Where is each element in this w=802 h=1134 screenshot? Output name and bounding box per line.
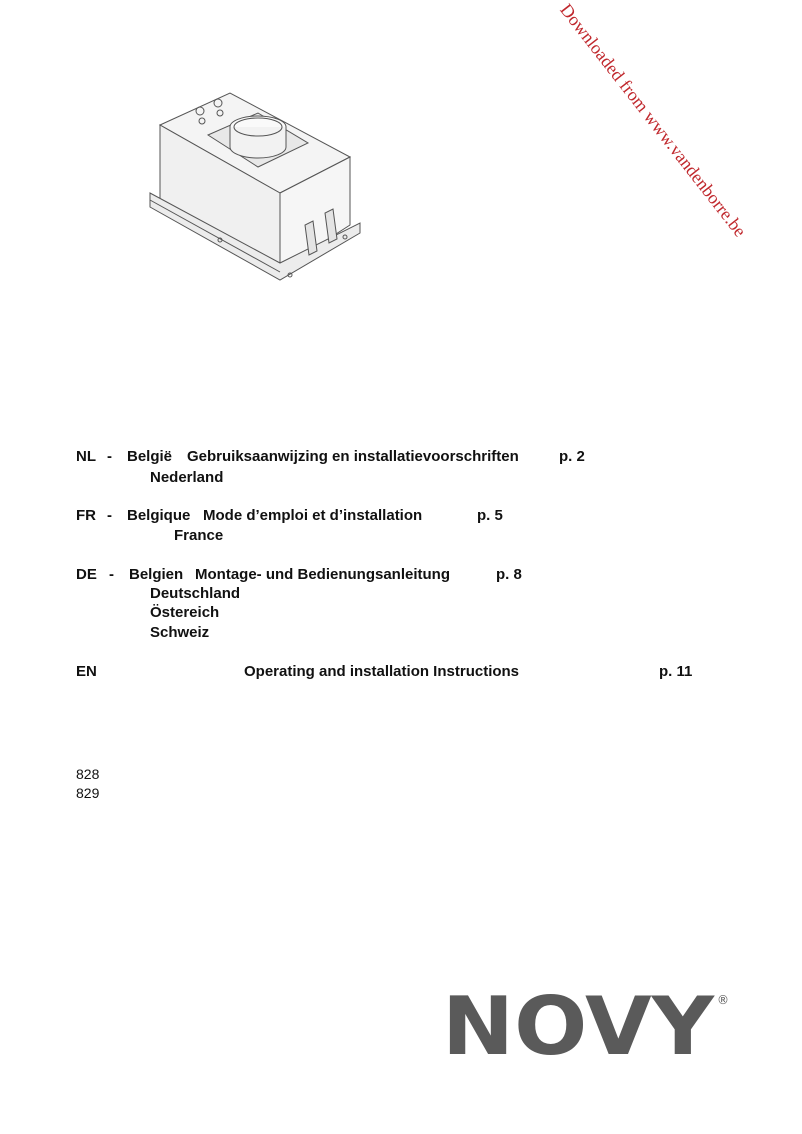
title-fr: Mode d’emploi et d’installation <box>203 507 423 524</box>
page-en: p. 11 <box>659 663 693 680</box>
lang-dash-fr: - <box>107 507 112 524</box>
country-fr: Belgique <box>127 507 191 524</box>
model-number: 829 <box>76 785 100 801</box>
page-nl: p. 2 <box>559 448 585 465</box>
title-en: Operating and installation Instructions <box>244 663 520 680</box>
novy-wordmark: NOVY <box>442 990 716 1060</box>
extra-fr-0: France <box>174 527 224 544</box>
extra-de-1: Östereich <box>150 604 220 621</box>
model-number: 828 <box>76 766 100 782</box>
title-de: Montage- und Bedienungsanleitung <box>195 566 450 583</box>
novy-logo <box>442 990 732 1060</box>
watermark: Downloaded from www.vandenborre.be <box>556 0 751 241</box>
page-de: p. 8 <box>496 566 522 583</box>
product-illustration <box>140 85 380 295</box>
lang-code-en: EN <box>76 663 97 680</box>
extra-de-0: Deutschland <box>150 585 241 602</box>
country-nl: België <box>127 448 173 465</box>
extra-nl-0: Nederland <box>150 469 224 486</box>
lang-code-de: DE <box>76 566 97 583</box>
lang-code-fr: FR <box>76 507 96 524</box>
extra-de-2: Schweiz <box>150 624 210 641</box>
title-nl: Gebruiksaanwijzing en installatievoorschriften <box>187 448 519 465</box>
lang-dash-de: - <box>109 566 114 583</box>
page-fr: p. 5 <box>477 507 503 524</box>
registered-mark: ® <box>717 993 729 1007</box>
lang-dash-nl: - <box>107 448 112 465</box>
country-de: Belgien <box>129 566 184 583</box>
lang-code-nl: NL <box>76 448 96 465</box>
